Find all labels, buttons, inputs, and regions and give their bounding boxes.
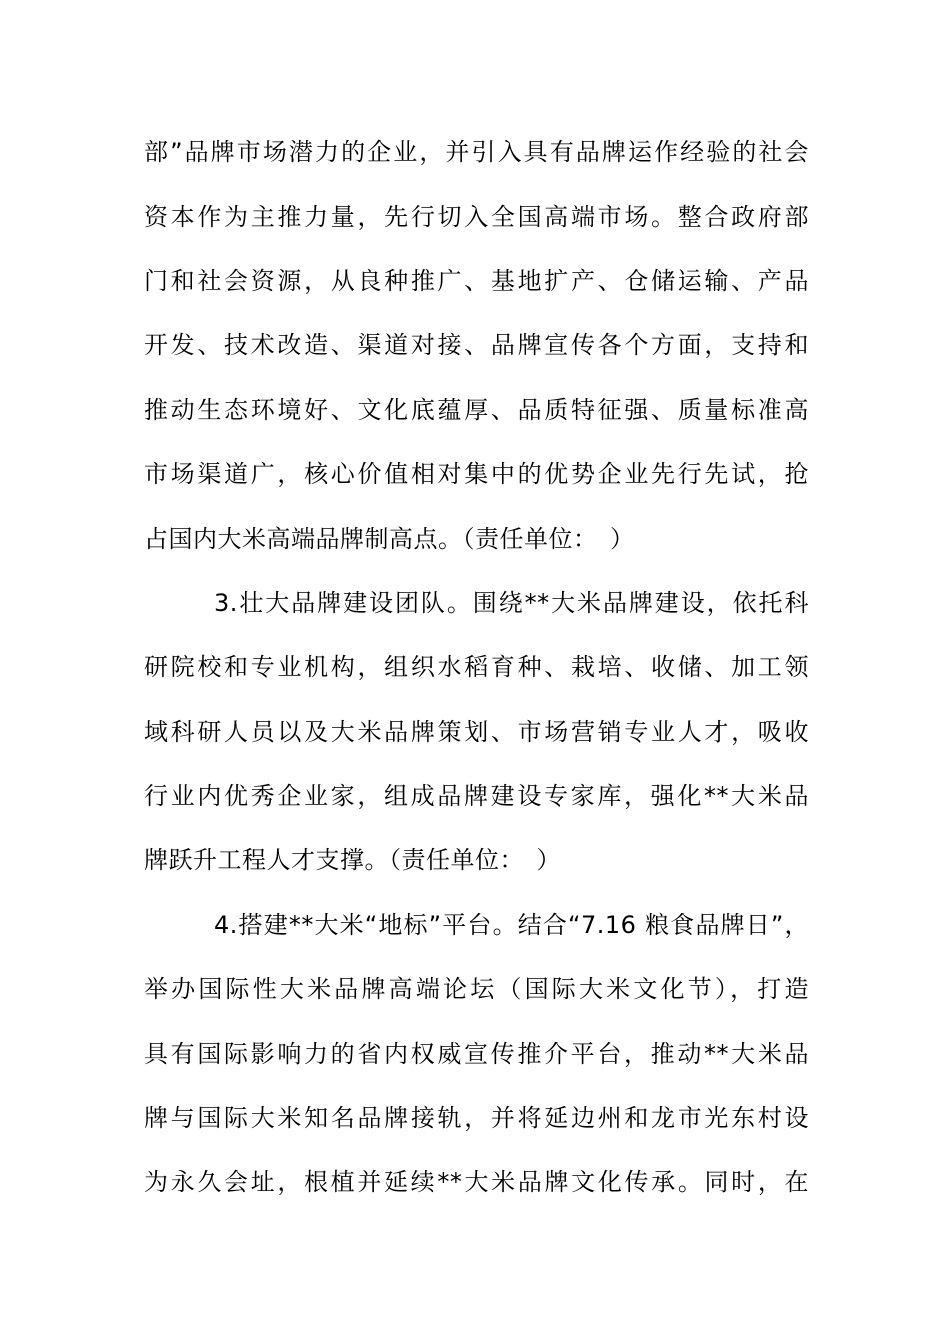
paragraph-line: 域科研人员以及大米品牌策划、市场营销专业人才，吸收 <box>144 718 809 746</box>
section-heading-line: 4.搭建**大米“地标”平台。结合“7.16 粮食品牌日”， <box>214 911 809 939</box>
paragraph-line: 占国内大米高端品牌制高点。（责任单位： ） <box>144 525 635 553</box>
paragraph-line: 举办国际性大米品牌高端论坛（国际大米文化节），打造 <box>144 975 809 1003</box>
paragraph-line: 牌跃升工程人才支撑。（责任单位： ） <box>144 846 561 874</box>
paragraph-line: 开发、技术改造、渠道对接、品牌宣传各个方面，支持和 <box>144 331 809 359</box>
paragraph-line: 具有国际影响力的省内权威宣传推介平台，推动**大米品 <box>144 1040 809 1068</box>
section-heading-line: 3.壮大品牌建设团队。围绕**大米品牌建设，依托科 <box>214 589 809 617</box>
paragraph-line: 资本作为主推力量，先行切入全国高端市场。整合政府部 <box>144 203 809 231</box>
paragraph-line: 牌与国际大米知名品牌接轨，并将延边州和龙市光东村设 <box>144 1104 809 1132</box>
paragraph-line: 门和社会资源，从良种推广、基地扩产、仓储运输、产品 <box>144 267 809 295</box>
paragraph-line: 研院校和专业机构，组织水稻育种、栽培、收储、加工领 <box>144 653 809 681</box>
paragraph-line: 行业内优秀企业家，组成品牌建设专家库，强化**大米品 <box>144 782 809 810</box>
paragraph-line: 推动生态环境好、文化底蕴厚、品质特征强、质量标准高 <box>144 396 809 424</box>
paragraph-line: 部”品牌市场潜力的企业，并引入具有品牌运作经验的社会 <box>144 138 809 166</box>
paragraph-line: 为永久会址，根植并延续**大米品牌文化传承。同时，在 <box>144 1168 809 1196</box>
paragraph-line: 市场渠道广，核心价值相对集中的优势企业先行先试，抢 <box>144 460 809 488</box>
